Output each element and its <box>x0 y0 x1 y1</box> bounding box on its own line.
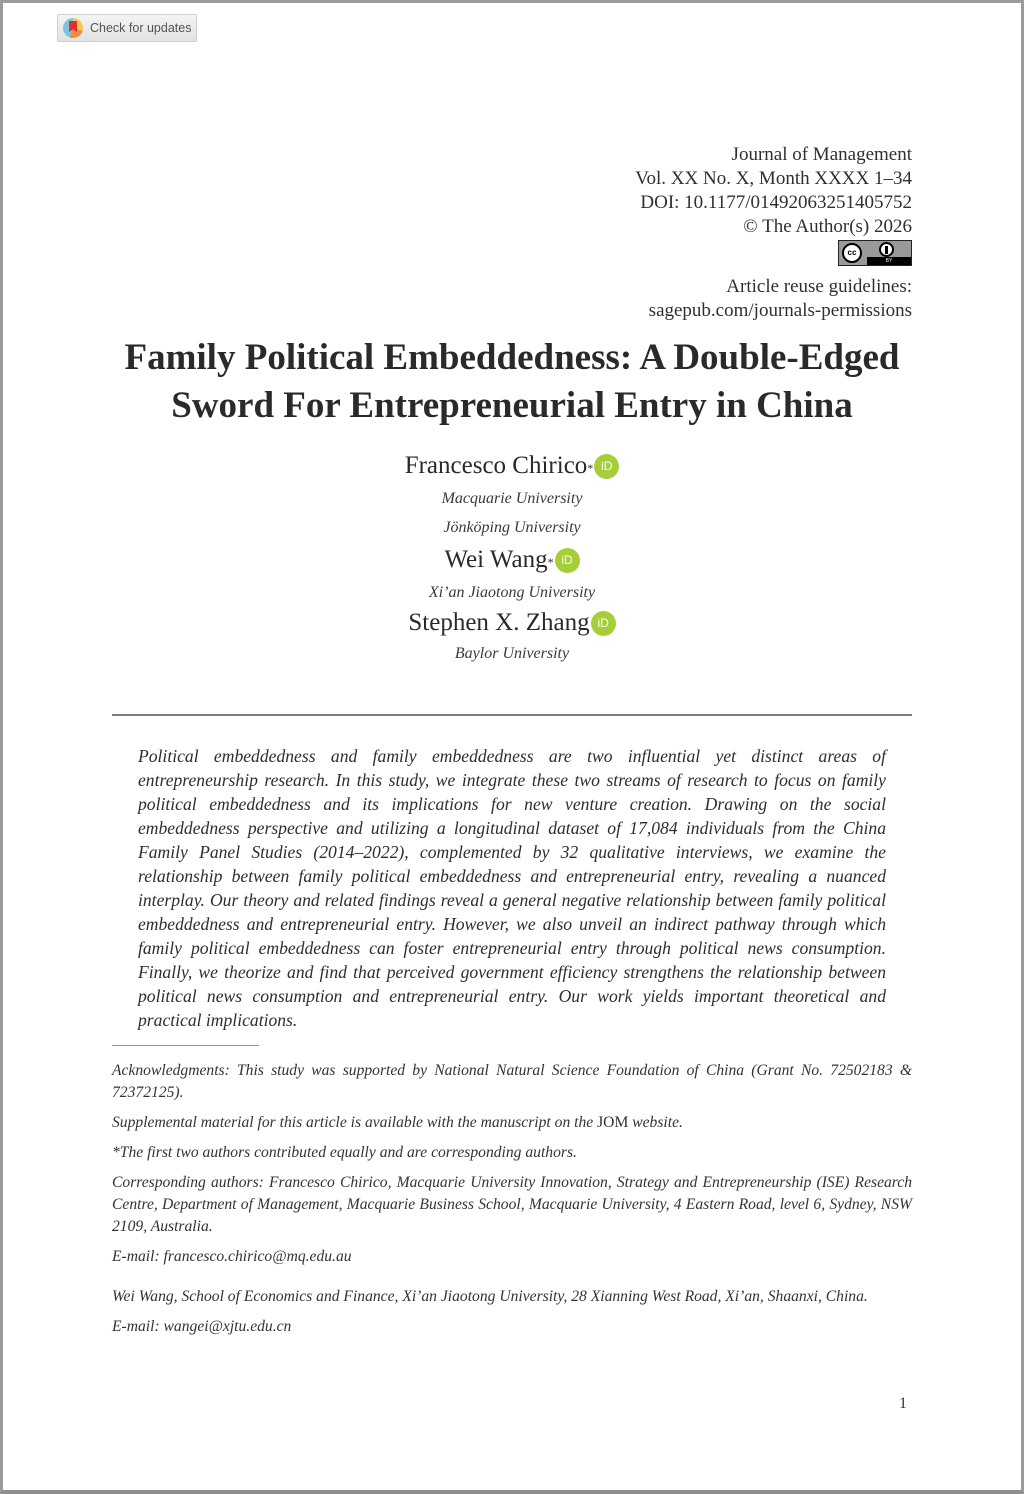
crossmark-icon <box>63 18 83 38</box>
journal-abbrev: JOM <box>597 1114 629 1131</box>
cc-by-license-badge[interactable] <box>838 240 912 266</box>
abstract: Political embeddedness and family embeddedness are two influential yet distinct areas of entrepreneurship research. In this study, we integrate these two streams of research to focus on family political embeddedness and its implications for new venture creation. Drawing on the social embeddedness perspective and utilizing a longitudinal dataset of 17,084 individuals from the China Family Panel Studies (2014–2022), complemented by 32 qualitative interviews, we examine the relationship between family political embeddedness and entrepreneurial entry, revealing a nuanced interplay. Our theory and related findings reveal a general negative relationship between family political embeddedness and entrepreneurial entry. However, we also unveil an indirect pathway through which family political embeddedness can foster entrepreneurial entry through political news consumption. Finally, we theorize and find that perceived government efficiency strengthens the relationship between political news consumption and entrepreneurial entry. Our work yields important theoretical and practical implications. <box>138 746 886 1030</box>
footnote-divider <box>112 1045 259 1046</box>
supplemental-note: Supplemental material for this article is available with the manuscript on the JOM website. <box>112 1114 683 1131</box>
acknowledgments: Acknowledgments: This study was supported by National Natural Science Foundation of China (Grant No. 72502183 & 72372125). <box>112 1062 912 1101</box>
attribution-person-icon <box>879 242 894 257</box>
by-label: BY <box>867 257 911 265</box>
journal-doi[interactable]: DOI: 10.1177/01492063251405752 <box>640 192 912 213</box>
footnotes <box>112 1060 912 1346</box>
author-name: Francesco Chirico * iD <box>0 448 1024 484</box>
journal-volume: Vol. XX No. X, Month XXXX 1–34 <box>635 168 912 189</box>
check-for-updates-label: Check for updates <box>90 21 192 35</box>
author-affiliation: Xi’an Jiaotong University <box>428 584 596 601</box>
copyright: © The Author(s) 2026 <box>743 216 912 237</box>
author-affiliation: Macquarie University <box>441 490 583 507</box>
corresponding-mark: * <box>587 461 594 475</box>
author-affiliation: Jönköping University <box>443 519 581 536</box>
title-line-2: Sword For Entrepreneurial Entry in China <box>171 385 853 426</box>
cc-icon: cc <box>842 243 862 263</box>
corresponding-mark: * <box>547 555 554 569</box>
journal-name: Journal of Management <box>731 144 912 165</box>
journal-metadata <box>635 143 912 323</box>
corresponding-author-address: Corresponding authors: Francesco Chirico, Macquarie University Innovation, Strategy and Entrepreneurship (ISE) Research Centre, Department of Management, Macquarie Business School, Macquarie University, 4 Eastern Road, level 6, Sydney, NSW 2109, Australia. <box>112 1174 912 1235</box>
orcid-icon[interactable]: iD <box>591 611 616 636</box>
email-wang[interactable]: E-mail: wangei@xjtu.edu.cn <box>112 1318 292 1335</box>
equal-contribution-note: *The first two authors contributed equally and are corresponding authors. <box>112 1144 577 1161</box>
wang-address: Wei Wang, School of Economics and Finance, Xi’an Jiaotong University, 28 Xianning West Road, Xi’an, Shaanxi, China. <box>112 1288 868 1305</box>
author-affiliation: Baylor University <box>454 645 570 662</box>
author-list <box>0 448 1024 668</box>
check-for-updates-button[interactable] <box>57 14 197 42</box>
section-divider <box>112 714 912 716</box>
author-name: Stephen X. Zhang iD <box>0 607 1024 639</box>
page-number: 1 <box>899 1395 907 1412</box>
orcid-icon[interactable]: iD <box>594 454 619 479</box>
orcid-icon[interactable]: iD <box>555 548 580 573</box>
article-title <box>100 334 924 430</box>
reuse-guidelines-label: Article reuse guidelines: <box>726 276 912 297</box>
author-name: Wei Wang * iD <box>0 542 1024 578</box>
title-line-1: Family Political Embeddedness: A Double-Edged <box>124 337 900 378</box>
email-chirico[interactable]: E-mail: francesco.chirico@mq.edu.au <box>112 1248 352 1265</box>
reuse-guidelines-link[interactable]: sagepub.com/journals-permissions <box>648 300 912 321</box>
